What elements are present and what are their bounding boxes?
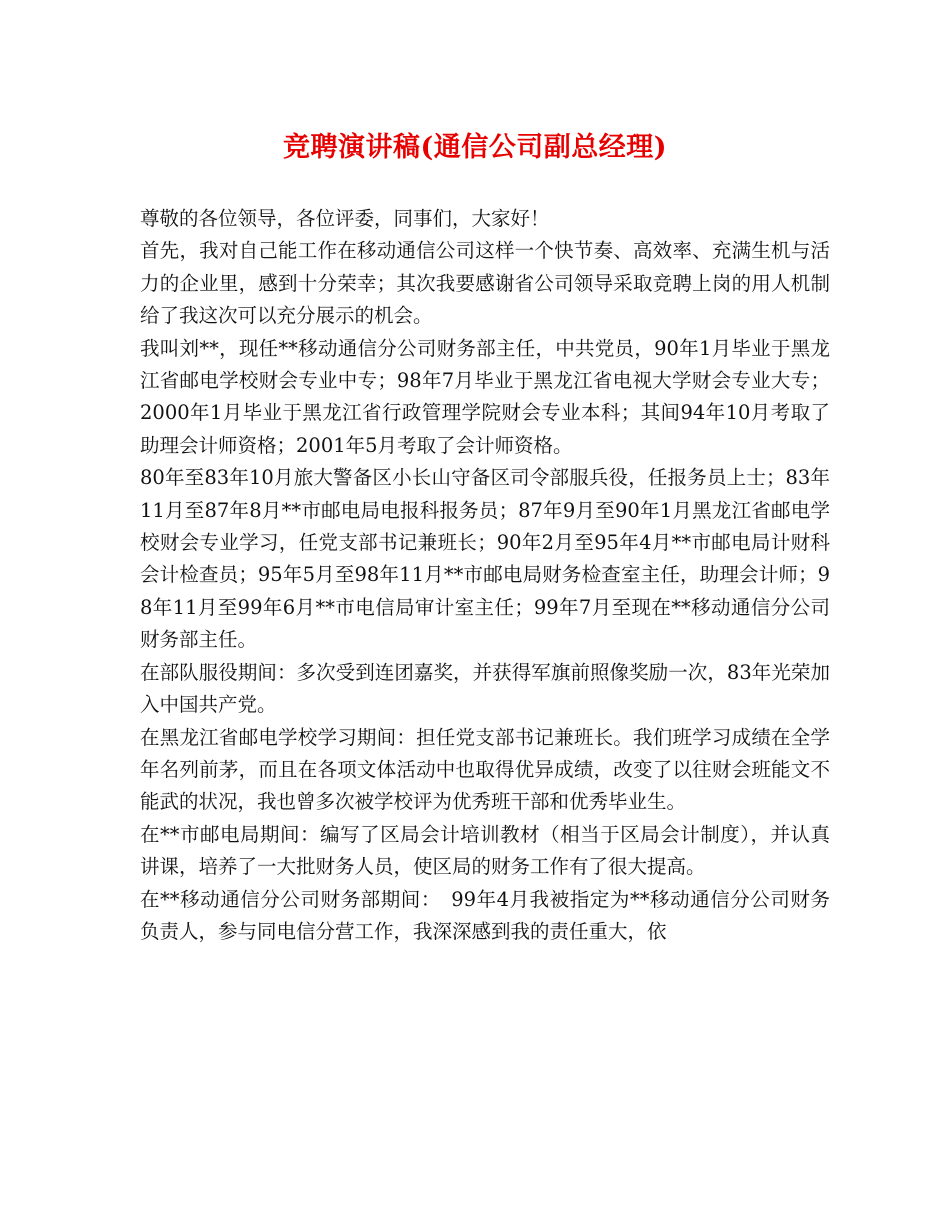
paragraph-mobile-company-period: 在**移动通信分公司财务部期间： 99年4月我被指定为**移动通信分公司财务负责人，参与同电信分营工作，我深深感到我的责任重大，依 (140, 887, 830, 943)
paragraph-military-service: 在部队服役期间：多次受到连团嘉奖，并获得军旗前照像奖励一次，83年光荣加入中国共产党。 (140, 660, 830, 717)
document-body (140, 203, 830, 948)
paragraph-greeting: 尊敬的各位领导，各位评委，同事们，大家好！ (140, 207, 550, 230)
paragraph-intro: 首先，我对自己能工作在移动通信公司这样一个快节奏、高效率、充满生机与活力的企业里，感到十分荣幸；其次我要感谢省公司领导采取竞聘上岗的用人机制给了我这次可以充分展示的机会。 (140, 239, 830, 328)
paragraph-self-introduction: 我叫刘**，现任**移动通信分公司财务部主任，中共党员，90年1月毕业于黑龙江省邮电学校财会专业中专；98年7月毕业于黑龙江省电视大学财会专业大专；2000年1月毕业于黑龙江省行政管理学院财会专业本科；其间94年10月考取了助理会计师资格；2001年5月考取了会计师资格。 (140, 336, 830, 457)
paragraph-work-history: 80年至83年10月旅大警备区小长山守备区司令部服兵役，任报务员上士；83年11月至87年8月**市邮电局电报科报务员；87年9月至90年1月黑龙江省邮电学校财会专业学习，任党支部书记兼班长；90年2月至95年4月**市邮电局计财科会计检查员；95年5月至98年11月**市邮电局财务检查室主任，助理会计师；98年11月至99年6月**市电信局审计室主任；99年7月至现在**移动通信分公司财务部主任。 (140, 466, 830, 652)
document-title: 竞聘演讲稿(通信公司副总经理) (282, 132, 668, 163)
paragraph-post-office-period: 在**市邮电局期间：编写了区局会计培训教材（相当于区局会计制度），并认真讲课，培养了一大批财务人员，使区局的财务工作有了很大提高。 (140, 822, 830, 879)
paragraph-school-period: 在黑龙江省邮电学校学习期间：担任党支部书记兼班长。我们班学习成绩在全学年名列前茅，而且在各项文体活动中也取得优异成绩，改变了以往财会班能文不能武的状况，我也曾多次被学校评为优秀班干部和优秀毕业生。 (140, 725, 830, 814)
